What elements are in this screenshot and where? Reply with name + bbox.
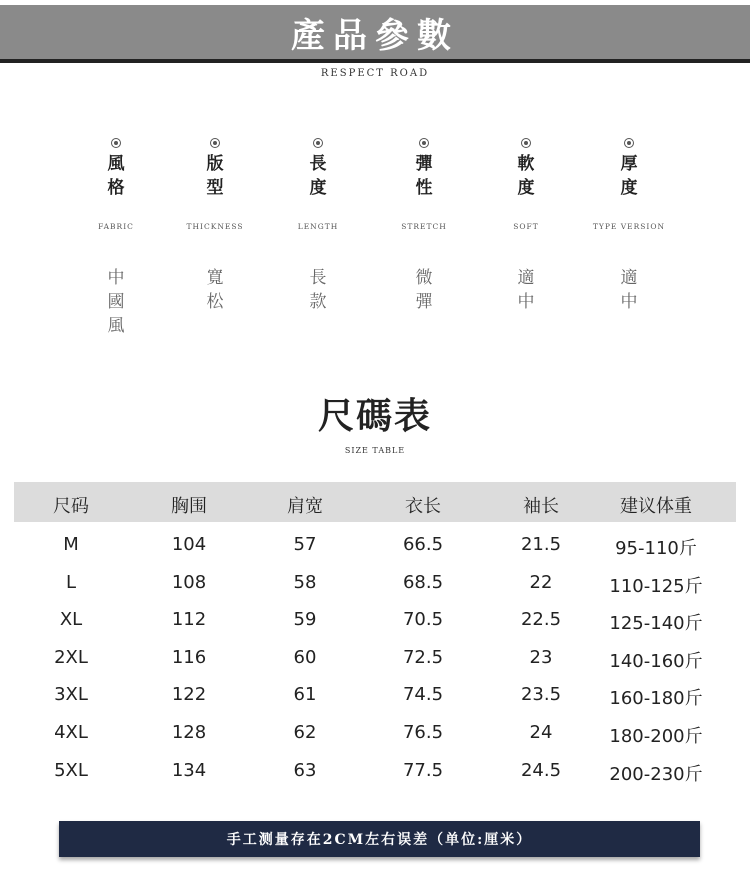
param-en-label: THICKNESS [186, 222, 244, 231]
param-en-label: TYPE VERSION [592, 222, 666, 231]
page-title: 產品參數 [291, 15, 459, 56]
table-row [14, 566, 736, 602]
param-fit [165, 138, 265, 312]
target-circle-icon [419, 138, 429, 148]
param-en-label: STRETCH [401, 222, 447, 231]
table-cell: 22 [529, 572, 553, 593]
table-cell: 77.5 [402, 760, 444, 781]
table-cell: 23.5 [520, 684, 562, 705]
measurement-note: 手工测量存在2CM左右误差（单位:厘米） [59, 821, 700, 857]
table-cell: 200-230斤 [609, 764, 703, 785]
page-subtitle: RESPECT ROAD [320, 68, 430, 79]
param-value [268, 266, 368, 314]
table-cell: 140-160斤 [609, 651, 703, 672]
table-row [14, 716, 736, 752]
table-cell: 60 [293, 647, 317, 668]
param-en-label: LENGTH [297, 222, 339, 231]
table-cell: 23 [529, 647, 553, 668]
param-value-text: 適中 [517, 268, 535, 312]
param-en-label: FABRIC [98, 222, 134, 231]
target-circle-icon [313, 138, 323, 148]
param-value-text: 長款 [309, 268, 327, 312]
table-cell: XL [59, 609, 83, 630]
table-cell: 160-180斤 [609, 688, 703, 709]
param-value-text: 中國風 [107, 268, 125, 336]
table-cell: 63 [293, 760, 317, 781]
size-table-title: 尺碼表 [317, 395, 432, 437]
table-cell: 72.5 [402, 647, 444, 668]
table-cell: 4XL [54, 722, 88, 743]
header-cell: 建议体重 [620, 496, 692, 517]
banner-divider [0, 59, 750, 63]
table-cell: 57 [293, 534, 317, 555]
size-table-subtitle: SIZE TABLE [344, 446, 406, 455]
table-cell: 110-125斤 [609, 576, 703, 597]
param-thickness [579, 138, 679, 312]
size-table-header [14, 482, 736, 522]
param-softness [476, 138, 576, 312]
param-value [374, 266, 474, 314]
table-cell: 122 [171, 684, 207, 705]
param-value [66, 266, 166, 338]
table-cell: 70.5 [402, 609, 444, 630]
table-cell: 95-110斤 [615, 538, 697, 559]
param-name: 風格 [107, 154, 125, 198]
param-name: 厚度 [620, 154, 638, 198]
header-cell: 衣长 [405, 496, 441, 517]
param-name: 軟度 [517, 154, 535, 198]
table-cell: 116 [171, 647, 207, 668]
header-banner [0, 5, 750, 59]
target-circle-icon [624, 138, 634, 148]
table-cell: 24.5 [520, 760, 562, 781]
param-value [579, 266, 679, 314]
table-cell: 74.5 [402, 684, 444, 705]
table-cell: 68.5 [402, 572, 444, 593]
table-row [14, 754, 736, 790]
target-circle-icon [111, 138, 121, 148]
table-cell: 58 [293, 572, 317, 593]
param-stretch [374, 138, 474, 312]
table-cell: 61 [293, 684, 317, 705]
param-value-text: 微彈 [415, 268, 433, 312]
table-cell: L [65, 572, 77, 593]
table-cell: 180-200斤 [609, 726, 703, 747]
table-cell: 66.5 [402, 534, 444, 555]
table-cell: 125-140斤 [609, 613, 703, 634]
target-circle-icon [210, 138, 220, 148]
table-cell: 62 [293, 722, 317, 743]
table-cell: 134 [171, 760, 207, 781]
target-circle-icon [521, 138, 531, 148]
param-name: 彈性 [415, 154, 433, 198]
table-row [14, 641, 736, 677]
param-value [476, 266, 576, 314]
table-cell: 128 [171, 722, 207, 743]
product-params [0, 138, 750, 348]
param-value [165, 266, 265, 314]
table-cell: 2XL [54, 647, 88, 668]
param-en-label: SOFT [513, 222, 539, 231]
param-value-text: 適中 [620, 268, 638, 312]
table-cell: 21.5 [520, 534, 562, 555]
header-cell: 肩宽 [287, 496, 323, 517]
header-cell: 尺码 [53, 496, 89, 517]
table-cell: 22.5 [520, 609, 562, 630]
table-cell: 3XL [54, 684, 88, 705]
table-cell: M [63, 534, 79, 555]
header-cell: 袖长 [523, 496, 559, 517]
param-style [66, 138, 166, 336]
table-cell: 76.5 [402, 722, 444, 743]
param-name: 長度 [309, 154, 327, 198]
table-cell: 112 [171, 609, 207, 630]
table-row [14, 678, 736, 714]
table-cell: 24 [529, 722, 553, 743]
table-row [14, 528, 736, 564]
header-cell: 胸围 [171, 496, 207, 517]
table-cell: 108 [171, 572, 207, 593]
table-row [14, 603, 736, 639]
param-name: 版型 [206, 154, 224, 198]
param-length [268, 138, 368, 312]
param-value-text: 寬松 [206, 268, 224, 312]
table-cell: 59 [293, 609, 317, 630]
table-cell: 104 [171, 534, 207, 555]
table-cell: 5XL [54, 760, 88, 781]
